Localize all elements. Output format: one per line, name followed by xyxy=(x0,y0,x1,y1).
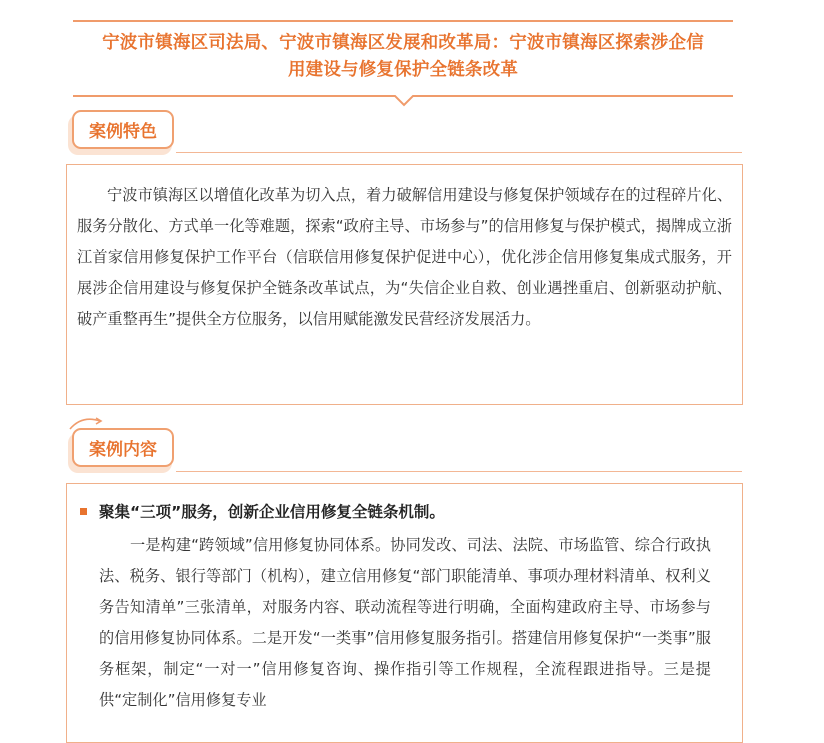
content-panel xyxy=(66,483,743,743)
page-title xyxy=(73,30,733,84)
features-paragraph: 宁波市镇海区以增值化改革为切入点，着力破解信用建设与修复保护领域存在的过程碎片化、服务分散化、方式单一化等难题，探索“政府主导、市场参与”的信用修复与保护模式，揭牌成立浙江首家信用修复保护工作平台（信联信用修复保护促进中心），优化涉企信用修复集成式服务，开展涉企信用建设与修复保护全链条改革试点，为“失信企业自救、创业遇挫重启、创新驱动护航、破产重整再生”提供全方位服务，以信用赋能激发民营经济发展活力。 xyxy=(77,186,732,328)
section-label-features: 案例特色 xyxy=(72,110,174,149)
section-rule-features xyxy=(176,152,742,153)
section-tab-content xyxy=(72,428,179,470)
section-label-content: 案例内容 xyxy=(72,428,174,467)
content-bullet-title: 聚集“三项”服务，创新企业信用修复全链条机制。 xyxy=(99,503,445,521)
page-title-line-1: 宁波市镇海区司法局、宁波市镇海区发展和改革局：宁波市镇海区探索涉企信 xyxy=(102,33,704,53)
title-top-rule xyxy=(73,20,733,22)
page-title-line-2: 用建设与修复保护全链条改革 xyxy=(287,60,519,80)
title-block xyxy=(73,20,733,102)
title-notch-icon xyxy=(394,95,414,107)
section-rule-content xyxy=(176,471,742,472)
content-paragraph: 一是构建“跨领域”信用修复协同体系。协同发改、司法、法院、市场监管、综合行政执法、税务、银行等部门（机构），建立信用修复“部门职能清单、事项办理材料清单、权利义务告知清单”三张清单，对服务内容、联动流程等进行明确，全面构建政府主导、市场参与的信用修复协同体系。二是开发“一类事”信用修复服务指引。搭建信用修复保护“一类事”服务框架，制定“一对一”信用修复咨询、操作指引等工作规程，全流程跟进指导。三是提供“定制化”信用修复专业 xyxy=(99,536,711,709)
features-panel xyxy=(66,164,743,405)
section-tab-features xyxy=(72,110,179,152)
bullet-square-icon xyxy=(80,508,87,515)
